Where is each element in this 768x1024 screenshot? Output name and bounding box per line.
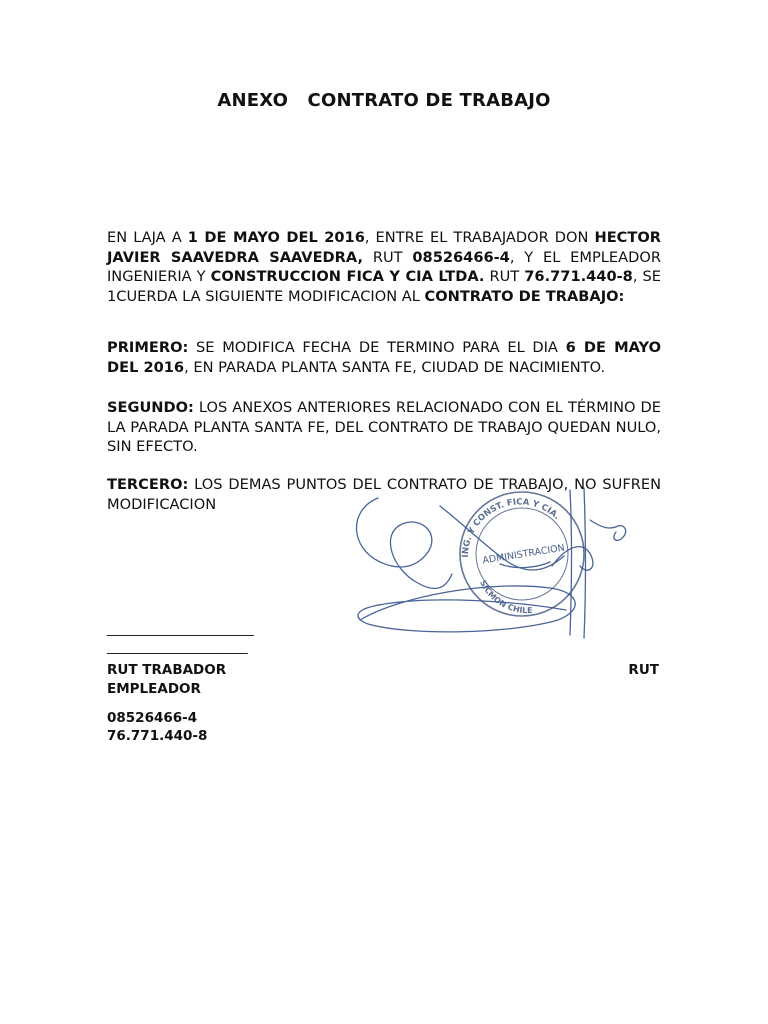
- label-rut-worker: RUT TRABADOR: [107, 662, 227, 678]
- employer-name: CONSTRUCCION FICA Y CIA LTDA.: [210, 268, 485, 285]
- signature-line-employer: _______________________: [107, 640, 248, 655]
- intro-text-4: , Y EL EMPLEADOR INGENIERIA Y: [107, 248, 661, 285]
- clause-segundo: [107, 398, 661, 457]
- clause-primero: [107, 338, 661, 377]
- intro-text-1: EN LAJA A: [107, 229, 188, 246]
- intro-text-5: RUT: [484, 268, 525, 285]
- intro-text-6: , SE 1CUERDA LA SIGUIENTE MODIFICACION AL: [107, 268, 662, 305]
- worker-rut-value: 08526466-4: [107, 710, 198, 726]
- label-rut-employer: RUT: [628, 662, 659, 678]
- stamp-bottom-text: SICMON CHILE: [478, 578, 533, 616]
- clause-segundo-text: LOS ANEXOS ANTERIORES RELACIONADO CON EL TÉRMINO DE LA PARADA PLANTA SANTA FE, DEL CONTRATO DE TRABAJO QUEDAN NULO, SIN EFECTO.: [107, 399, 661, 455]
- worker-name: HECTOR JAVIER SAAVEDRA SAAVEDRA,: [107, 229, 661, 266]
- contract-date: 1 DE MAYO DEL 2016: [187, 229, 365, 246]
- stamp-top-text: ING. Y CONST. FICA Y CIA.: [460, 497, 562, 558]
- end-date: 6 DE MAYO DEL 2016: [107, 339, 661, 376]
- document-title: ANEXO CONTRATO DE TRABAJO: [217, 90, 551, 111]
- label-employer: EMPLEADOR: [107, 681, 201, 697]
- contract-reference: CONTRATO DE TRABAJO:: [424, 287, 625, 305]
- clause-primero-label: PRIMERO:: [107, 339, 189, 356]
- clause-primero-text-2: , EN PARADA PLANTA SANTA FE, CIUDAD DE NACIMIENTO.: [184, 358, 606, 376]
- clause-tercero-text: LOS DEMAS PUNTOS DEL CONTRATO DE TRABAJO, NO SUFREN MODIFICACION: [107, 476, 661, 513]
- clause-primero-text-1: SE MODIFICA FECHA DE TERMINO PARA EL DIA: [188, 339, 566, 356]
- intro-paragraph: [107, 228, 661, 306]
- intro-text-2: , ENTRE EL TRABAJADOR DON: [364, 229, 595, 246]
- clause-tercero-label: TERCERO:: [107, 476, 189, 493]
- intro-text-3: RUT: [363, 248, 413, 266]
- worker-rut: 08526466-4: [412, 248, 510, 266]
- clause-segundo-label: SEGUNDO:: [107, 399, 194, 416]
- employer-rut-value: 76.771.440-8: [107, 728, 208, 744]
- signature-line-worker: ________________________: [107, 622, 254, 637]
- stamp-center-text: ADMINISTRACION: [481, 542, 566, 567]
- signature-and-stamp: [340, 470, 640, 640]
- employer-rut: 76.771.440-8: [524, 268, 633, 285]
